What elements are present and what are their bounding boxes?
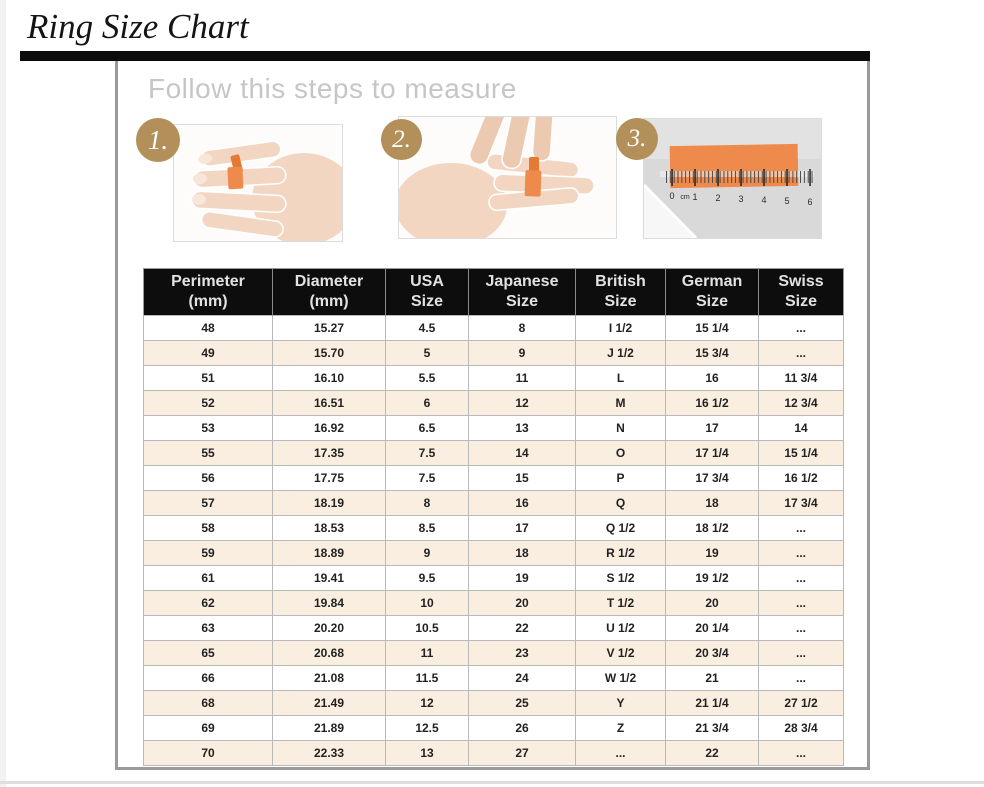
table-cell: 6.5 — [386, 416, 469, 441]
table-cell: 17.35 — [273, 441, 386, 466]
table-cell: 11 3/4 — [759, 366, 844, 391]
table-cell: 28 3/4 — [759, 716, 844, 741]
table-cell: 12 — [469, 391, 576, 416]
table-cell: 18.53 — [273, 516, 386, 541]
table-cell: 11 — [386, 641, 469, 666]
table-cell: 21 1/4 — [666, 691, 759, 716]
table-cell: 18 1/2 — [666, 516, 759, 541]
svg-text:6: 6 — [807, 197, 813, 207]
table-cell: 11.5 — [386, 666, 469, 691]
svg-text:4: 4 — [761, 195, 767, 205]
table-row — [144, 566, 844, 591]
table-cell: L — [576, 366, 666, 391]
table-cell: 20 — [666, 591, 759, 616]
table-cell: 26 — [469, 716, 576, 741]
table-cell: ... — [759, 741, 844, 766]
table-cell: 55 — [144, 441, 273, 466]
table-cell: 14 — [759, 416, 844, 441]
column-header: Diameter (mm) — [273, 269, 386, 316]
table-cell: 10.5 — [386, 616, 469, 641]
table-cell: 19 — [469, 566, 576, 591]
table-cell: 17 3/4 — [666, 466, 759, 491]
steps-heading: Follow this steps to measure — [148, 73, 517, 104]
table-row — [144, 391, 844, 416]
table-cell: 19 — [666, 541, 759, 566]
table-cell: 19.41 — [273, 566, 386, 591]
table-cell: 12 — [386, 691, 469, 716]
table-cell: 15.70 — [273, 341, 386, 366]
table-cell: 63 — [144, 616, 273, 641]
page-bottom-strip — [0, 781, 984, 784]
column-header: USA Size — [386, 269, 469, 316]
table-cell: 23 — [469, 641, 576, 666]
orange-strip-band — [525, 170, 542, 197]
table-cell: 20 — [469, 591, 576, 616]
table-cell: 16.10 — [273, 366, 386, 391]
table-cell: U 1/2 — [576, 616, 666, 641]
table-cell: I 1/2 — [576, 316, 666, 341]
table-row — [144, 441, 844, 466]
table-cell: 8 — [469, 316, 576, 341]
table-cell: 22 — [666, 741, 759, 766]
column-header: Perimeter (mm) — [144, 269, 273, 316]
table-cell: 16 — [469, 491, 576, 516]
svg-text:3: 3 — [738, 194, 744, 204]
svg-text:cm: cm — [680, 194, 690, 201]
table-cell: 15 — [469, 466, 576, 491]
table-cell: 17 3/4 — [759, 491, 844, 516]
step-2-badge: 2. — [381, 119, 422, 160]
table-row — [144, 541, 844, 566]
table-cell: Q 1/2 — [576, 516, 666, 541]
table-cell: 15 1/4 — [666, 316, 759, 341]
column-header: German Size — [666, 269, 759, 316]
table-cell: 21.89 — [273, 716, 386, 741]
table-cell: ... — [759, 641, 844, 666]
table-cell: 24 — [469, 666, 576, 691]
ring-size-table — [143, 268, 844, 766]
table-cell: 8.5 — [386, 516, 469, 541]
table-cell: 19.84 — [273, 591, 386, 616]
table-cell: 68 — [144, 691, 273, 716]
table-cell: 16.51 — [273, 391, 386, 416]
table-row — [144, 491, 844, 516]
table-cell: O — [576, 441, 666, 466]
table-cell: 57 — [144, 491, 273, 516]
column-header: British Size — [576, 269, 666, 316]
title-underline-bar — [20, 51, 870, 61]
table-cell: ... — [759, 516, 844, 541]
table-cell: 18 — [666, 491, 759, 516]
table-cell: 12 3/4 — [759, 391, 844, 416]
table-cell: 15 1/4 — [759, 441, 844, 466]
table-cell: ... — [759, 616, 844, 641]
table-cell: 59 — [144, 541, 273, 566]
table-row — [144, 366, 844, 391]
svg-text:2: 2 — [715, 193, 721, 203]
content-frame — [115, 61, 870, 770]
table-cell: 9 — [469, 341, 576, 366]
page-left-edge — [0, 0, 6, 787]
table-cell: ... — [759, 341, 844, 366]
table-cell: S 1/2 — [576, 566, 666, 591]
table-cell: 13 — [469, 416, 576, 441]
table-cell: ... — [759, 591, 844, 616]
svg-text:1: 1 — [692, 192, 698, 202]
table-cell: 21 — [666, 666, 759, 691]
table-row — [144, 641, 844, 666]
table-cell: 48 — [144, 316, 273, 341]
step-2-photo — [398, 116, 617, 239]
table-cell: 27 1/2 — [759, 691, 844, 716]
table-cell: 17 — [666, 416, 759, 441]
table-cell: 22.33 — [273, 741, 386, 766]
table-cell: 65 — [144, 641, 273, 666]
step-1-photo — [173, 124, 343, 242]
table-cell: 17 — [469, 516, 576, 541]
svg-text:5: 5 — [784, 196, 790, 206]
table-cell: 18.19 — [273, 491, 386, 516]
table-cell: N — [576, 416, 666, 441]
table-cell: 11 — [469, 366, 576, 391]
orange-strip-band — [227, 167, 243, 190]
table-header-row — [144, 269, 844, 316]
table-row — [144, 716, 844, 741]
table-cell: 5.5 — [386, 366, 469, 391]
column-header: Swiss Size — [759, 269, 844, 316]
table-cell: 16 1/2 — [759, 466, 844, 491]
table-cell: Y — [576, 691, 666, 716]
table-cell: 16.92 — [273, 416, 386, 441]
table-cell: 20 1/4 — [666, 616, 759, 641]
table-cell: 4.5 — [386, 316, 469, 341]
table-cell: 15 3/4 — [666, 341, 759, 366]
table-cell: 70 — [144, 741, 273, 766]
table-cell: 51 — [144, 366, 273, 391]
hand-with-strip-illustration — [174, 125, 342, 241]
table-cell: Q — [576, 491, 666, 516]
table-cell: 16 1/2 — [666, 391, 759, 416]
table-cell: W 1/2 — [576, 666, 666, 691]
table-cell: 22 — [469, 616, 576, 641]
table-row — [144, 616, 844, 641]
table-cell: 15.27 — [273, 316, 386, 341]
table-cell: 7.5 — [386, 466, 469, 491]
table-cell: 17.75 — [273, 466, 386, 491]
table-cell: 27 — [469, 741, 576, 766]
table-row — [144, 416, 844, 441]
table-cell: M — [576, 391, 666, 416]
table-cell: ... — [759, 566, 844, 591]
table-cell: 12.5 — [386, 716, 469, 741]
table-row — [144, 666, 844, 691]
table-cell: 6 — [386, 391, 469, 416]
table-cell: 61 — [144, 566, 273, 591]
svg-text:0: 0 — [669, 191, 675, 201]
table-cell: 58 — [144, 516, 273, 541]
table-row — [144, 741, 844, 766]
table-cell: Z — [576, 716, 666, 741]
step-1-badge: 1. — [136, 118, 180, 162]
table-cell: 20.20 — [273, 616, 386, 641]
table-cell: 62 — [144, 591, 273, 616]
table-row — [144, 341, 844, 366]
table-cell: 66 — [144, 666, 273, 691]
table-cell: 19 1/2 — [666, 566, 759, 591]
table-cell: 53 — [144, 416, 273, 441]
table-cell: ... — [759, 316, 844, 341]
table-cell: 10 — [386, 591, 469, 616]
marking-strip-illustration — [399, 117, 616, 238]
table-row — [144, 591, 844, 616]
table-cell: 20.68 — [273, 641, 386, 666]
table-cell: 49 — [144, 341, 273, 366]
table-cell: 17 1/4 — [666, 441, 759, 466]
ruler-major-ticks — [666, 169, 814, 186]
table-cell: 9.5 — [386, 566, 469, 591]
table-cell: 25 — [469, 691, 576, 716]
table-cell: 14 — [469, 441, 576, 466]
table-cell: 9 — [386, 541, 469, 566]
page-title: Ring Size Chart — [27, 7, 249, 46]
table-cell: 7.5 — [386, 441, 469, 466]
table-row — [144, 691, 844, 716]
step-3-badge: 3. — [616, 118, 658, 160]
table-cell: T 1/2 — [576, 591, 666, 616]
table-cell: 5 — [386, 341, 469, 366]
table-body — [144, 316, 844, 766]
table-cell: 21.49 — [273, 691, 386, 716]
table-row — [144, 466, 844, 491]
table-cell: J 1/2 — [576, 341, 666, 366]
table-cell: 13 — [386, 741, 469, 766]
table-cell: 56 — [144, 466, 273, 491]
table-cell: 20 3/4 — [666, 641, 759, 666]
table-cell: 18 — [469, 541, 576, 566]
table-cell: R 1/2 — [576, 541, 666, 566]
table-row — [144, 516, 844, 541]
table-cell: 18.89 — [273, 541, 386, 566]
column-header: Japanese Size — [469, 269, 576, 316]
table-cell: 8 — [386, 491, 469, 516]
ruler-illustration — [644, 119, 821, 238]
table-cell: ... — [576, 741, 666, 766]
table-cell: V 1/2 — [576, 641, 666, 666]
table-cell: 16 — [666, 366, 759, 391]
step-3-photo — [643, 118, 822, 239]
table-cell: 52 — [144, 391, 273, 416]
table-cell: 21 3/4 — [666, 716, 759, 741]
table-cell: 21.08 — [273, 666, 386, 691]
table-cell: ... — [759, 541, 844, 566]
table-cell: P — [576, 466, 666, 491]
table-cell: ... — [759, 666, 844, 691]
table-row — [144, 316, 844, 341]
table-cell: 69 — [144, 716, 273, 741]
